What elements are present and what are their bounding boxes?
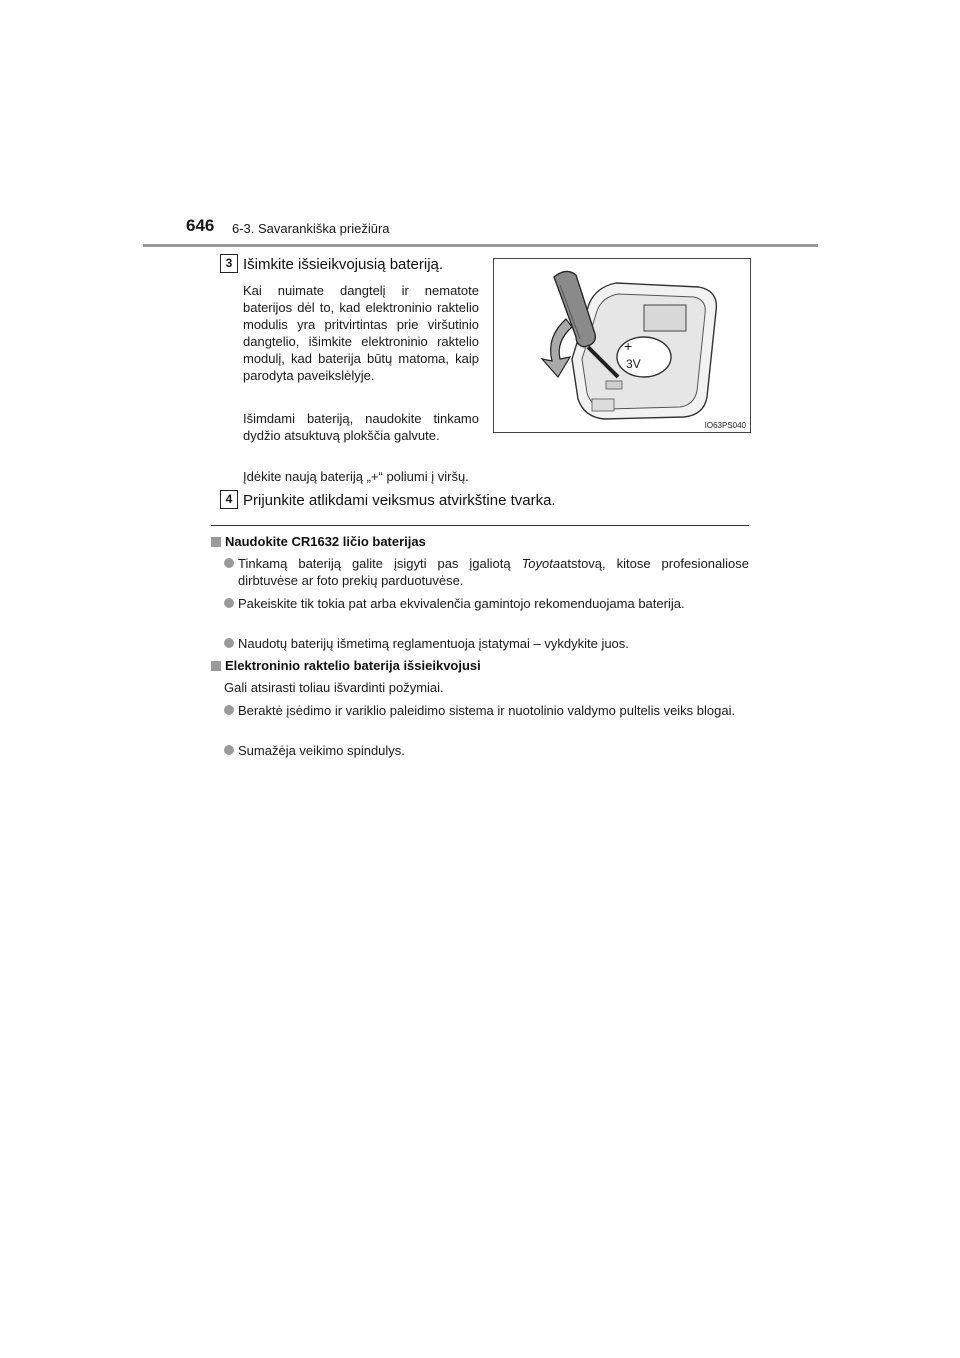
bullet-dot-icon — [224, 745, 234, 755]
battery-voltage-label: 3V — [626, 357, 641, 371]
step-3-title: Išimkite išsieikvojusią bateriją. — [243, 256, 444, 273]
section-title: 6-3. Savarankiška priežiūra — [232, 221, 390, 236]
brand-name: Toyota — [521, 556, 561, 571]
note-heading-batteries — [211, 534, 426, 549]
key-fob-diagram — [494, 259, 750, 432]
circuit-component — [606, 381, 622, 389]
page-number: 646 — [186, 216, 215, 235]
list-item — [224, 555, 749, 589]
list-item — [224, 742, 749, 759]
bullet-dot-icon — [224, 598, 234, 608]
note-heading-batteries-text: Naudokite CR1632 ličio baterijas — [225, 534, 426, 549]
bullet-dot-icon — [224, 558, 234, 568]
note-heading-key-battery-text: Elektroninio raktelio baterija išsieikvojusi — [225, 658, 481, 673]
square-bullet-icon — [211, 537, 221, 547]
step-number-3: 3 — [220, 254, 238, 273]
bullet-text: Pakeiskite tik tokia pat arba ekvivalenčia gamintojo rekomenduojama baterija. — [238, 596, 685, 611]
step-3-paragraph-2: Išimdami bateriją, naudokite tinkamo dydžio atsuktuvą plokščia galvute. — [243, 411, 479, 443]
figure-code: IO63PS040 — [704, 421, 746, 430]
note-heading-key-battery — [211, 658, 481, 673]
note-intro: Gali atsirasti toliau išvardinti požymiai. — [224, 680, 444, 695]
battery-replacement-illustration — [493, 258, 751, 433]
header-rule — [143, 244, 818, 247]
list-item — [224, 702, 749, 719]
module-window — [644, 305, 686, 331]
bullet-text: Sumažėja veikimo spindulys. — [238, 743, 405, 758]
bullet-text: Tinkamą bateriją galite įsigyti pas įgaliotą — [238, 556, 522, 571]
step-4-title: Prijunkite atlikdami veiksmus atvirkštine tvarka. — [243, 492, 556, 509]
rotation-arrow-icon — [542, 319, 572, 377]
bullet-text: Naudotų baterijų išmetimą reglamentuoja įstatymai – vykdykite juos. — [238, 636, 629, 651]
bullet-text: Beraktė įsėdimo ir variklio paleidimo sistema ir nuotolinio valdymo pultelis veiks blogai. — [238, 703, 736, 718]
bullet-dot-icon — [224, 705, 234, 715]
battery-plus-sign: + — [624, 338, 633, 354]
list-item — [224, 595, 749, 612]
notes-divider — [211, 525, 749, 526]
step-3-paragraph-1: Kai nuimate dangtelį ir nematote baterijos dėl to, kad elektroninio raktelio modulis yra pritvirtintas prie viršutinio dangtelio, išimkite elektroninio raktelio modulį, kad baterija būtų matoma, kaip parodyta paveikslėlyje. — [243, 283, 479, 383]
list-item — [224, 635, 749, 652]
bullet-text: atstovą, kitose profesionaliose dirbtuvėse ar foto prekių parduotuvėse. — [238, 556, 749, 588]
step-3-paragraph-3: Įdėkite naują bateriją „+“ poliumi į viršų. — [243, 469, 469, 484]
key-blade-slot — [592, 399, 614, 411]
bullet-dot-icon — [224, 638, 234, 648]
step-number-4: 4 — [220, 490, 238, 509]
square-bullet-icon — [211, 661, 221, 671]
